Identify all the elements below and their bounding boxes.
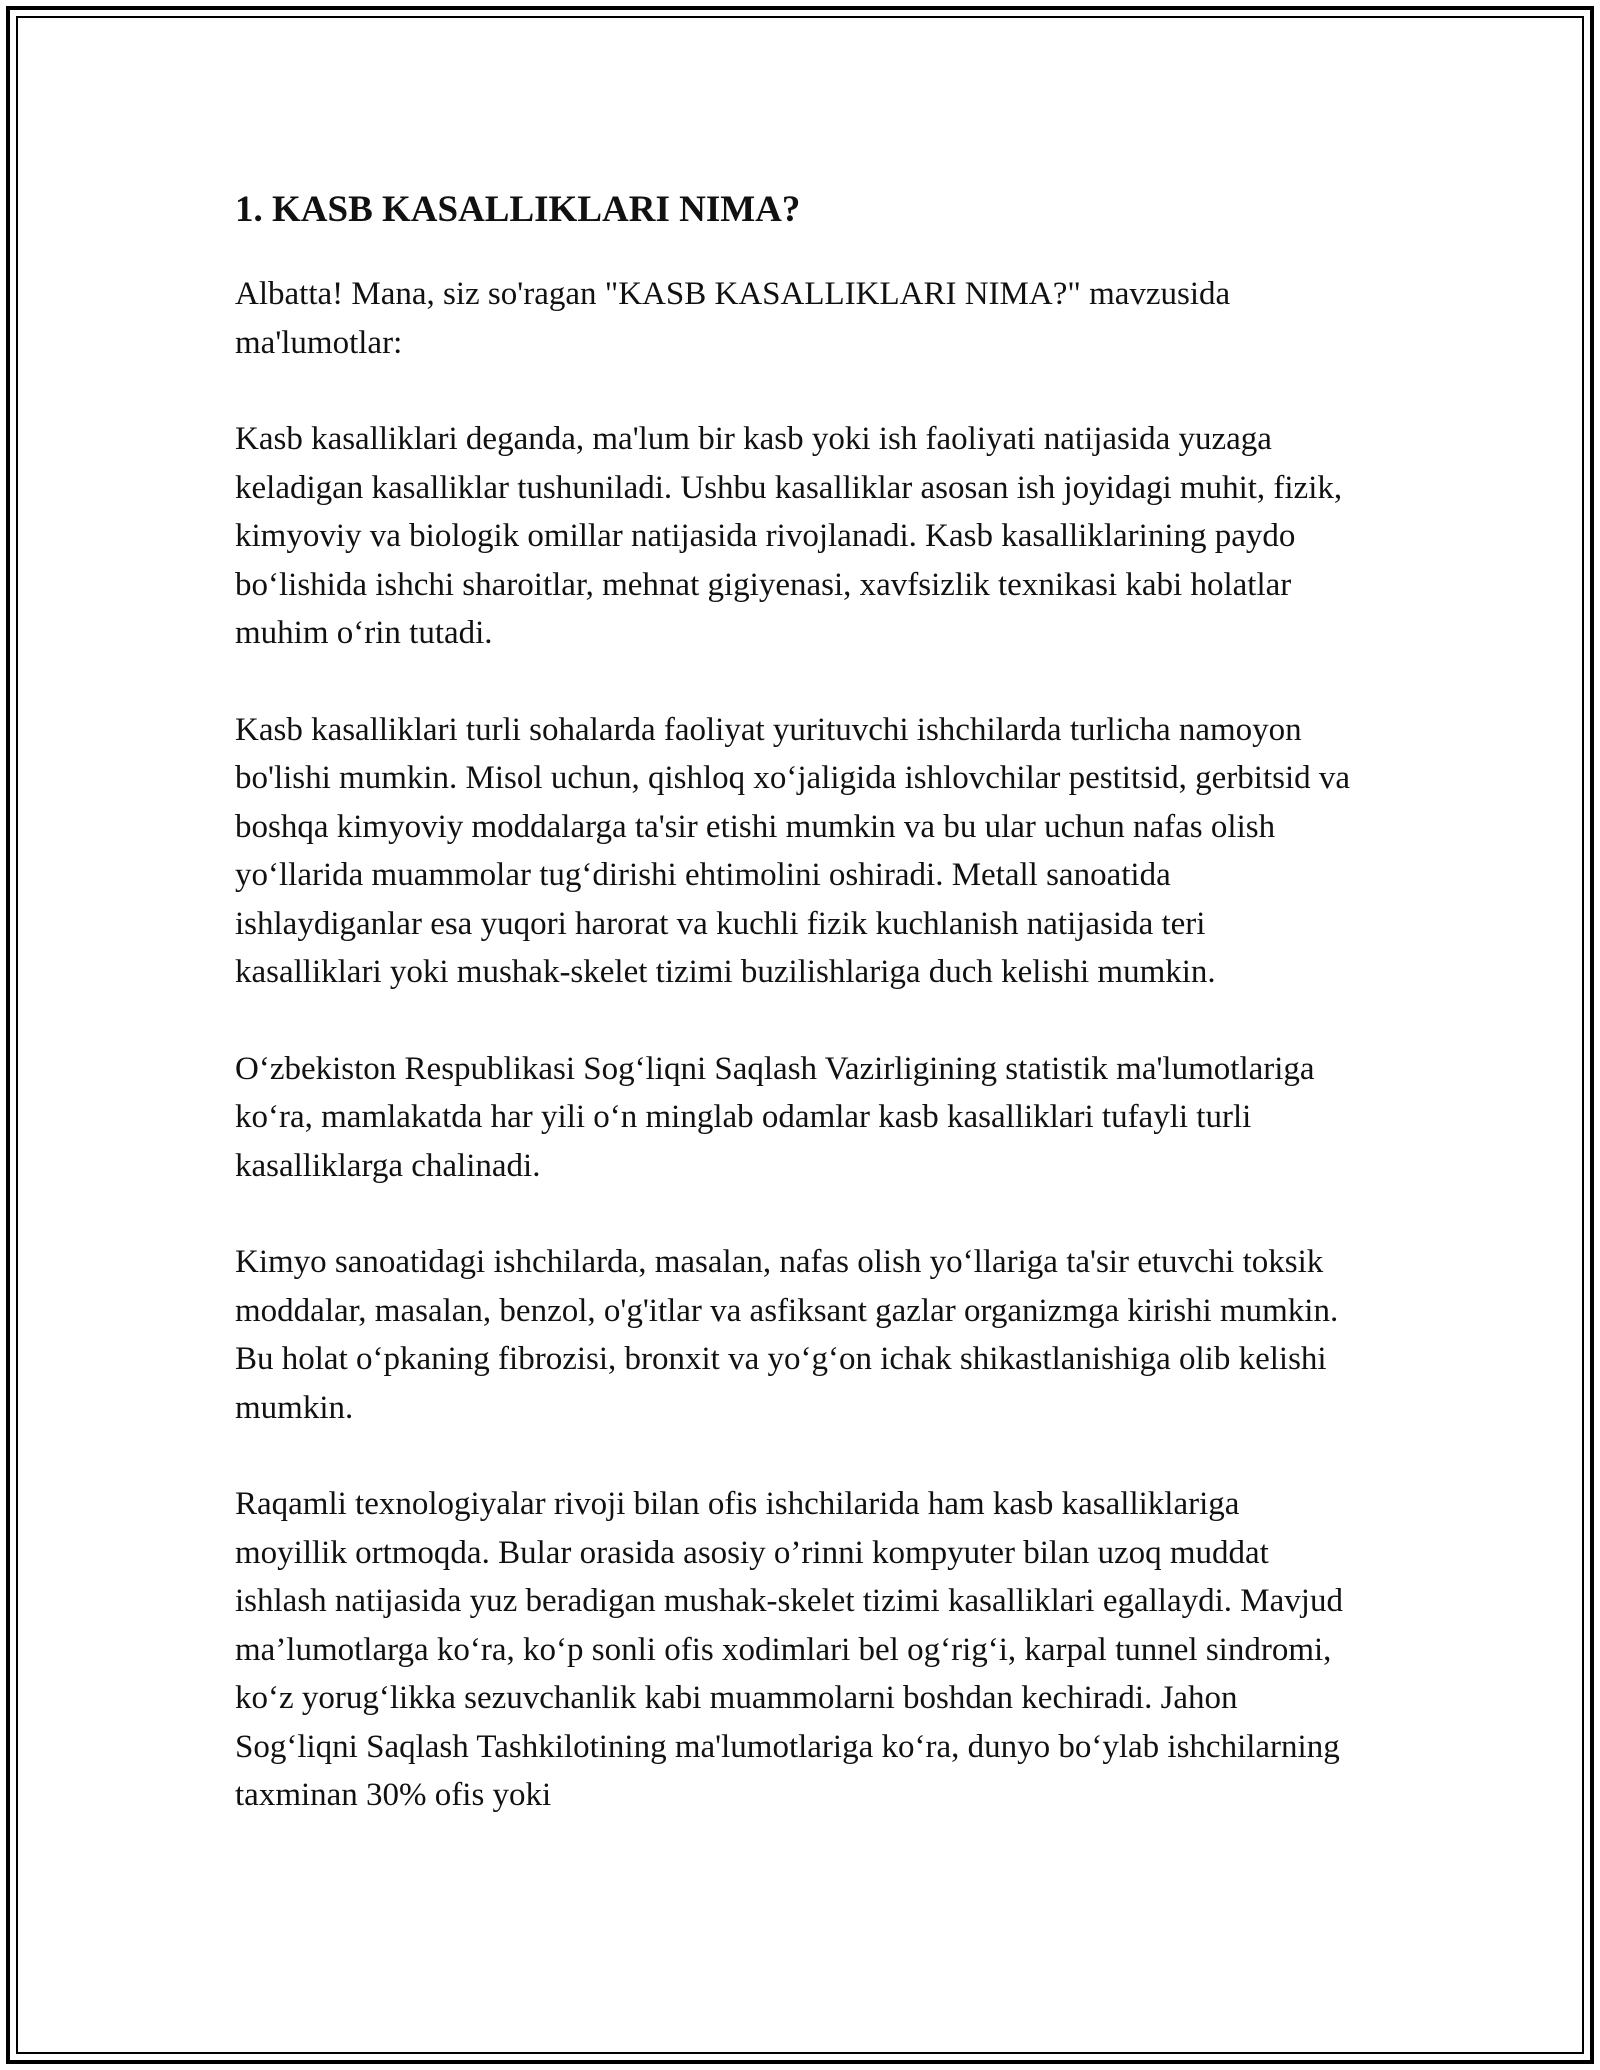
- paragraph-intro: Albatta! Mana, siz so'ragan "KASB KASALLIKLARI NIMA?" mavzusida ma'lumotlar:: [235, 276, 1231, 361]
- paragraph-chemical-industry: Kimyo sanoatidagi ishchilarda, masalan, nafas olish yo‘llariga ta'sir etuvchi toksik moddalar, masalan, benzol, o'g'itlar va asfiksant gazlar organizmga kirishi mumkin. Bu holat o‘pkaning fibrozisi, bronxit va yo‘g‘on ichak shikastlanishiga olib kelishi mumkin.: [235, 1244, 1339, 1426]
- paragraph-sectors: Kasb kasalliklari turli sohalarda faoliyat yurituvchi ishchilarda turlicha namoyon bo'lishi mumkin. Misol uchun, qishloq xo‘jaligida ishlovchilar pestitsid, gerbitsid va boshqa kimyoviy moddalarga ta'sir etishi mumkin va bu ular uchun nafas olish yo‘llarida muammolar tug‘dirishi ehtimolini oshiradi. Metall sanoatida ishlaydiganlar esa yuqori harorat va kuchli fizik kuchlanish natijasida teri kasalliklari yoki mushak-skelet tizimi buzilishlariga duch kelishi mumkin.: [235, 711, 1351, 990]
- section-heading: 1. KASB KASALLIKLARI NIMA?: [235, 189, 801, 230]
- paragraph-office-workers: Raqamli texnologiyalar rivoji bilan ofis ishchilarida ham kasb kasalliklariga moyillik ortmoqda. Bular orasida asosiy o’rinni kompyuter bilan uzoq muddat ishlash natijasida yuz beradigan mushak-skelet tizimi kasalliklari egallaydi. Mavjud ma’lumotlarga ko‘ra, ko‘p sonli ofis xodimlari bel og‘rig‘i, karpal tunnel sindromi, ko‘z yorug‘likka sezuvchanlik kabi muammolarni boshdan kechiradi. Jahon Sog‘liqni Saqlash Tashkilotining ma'lumotlariga ko‘ra, dunyo bo‘ylab ishchilarning taxminan 30% ofis yoki: [235, 1486, 1343, 1813]
- paragraph-statistics: O‘zbekiston Respublikasi Sog‘liqni Saqlash Vazirligining statistik ma'lumotlariga ko‘ra, mamlakatda har yili o‘n minglab odamlar kasb kasalliklari tufayli turli kasalliklarga chalinadi.: [235, 1050, 1315, 1184]
- paragraph-definition: Kasb kasalliklari deganda, ma'lum bir kasb yoki ish faoliyati natijasida yuzaga keladigan kasalliklar tushuniladi. Ushbu kasalliklar asosan ish joyidagi muhit, fizik, kimyoviy va biologik omillar natijasida rivojlanadi. Kasb kasalliklarining paydo bo‘lishida ishchi sharoitlar, mehnat gigiyenasi, xavfsizlik texnikasi kabi holatlar muhim o‘rin tutadi.: [235, 421, 1343, 651]
- document-body: [235, 186, 1355, 1868]
